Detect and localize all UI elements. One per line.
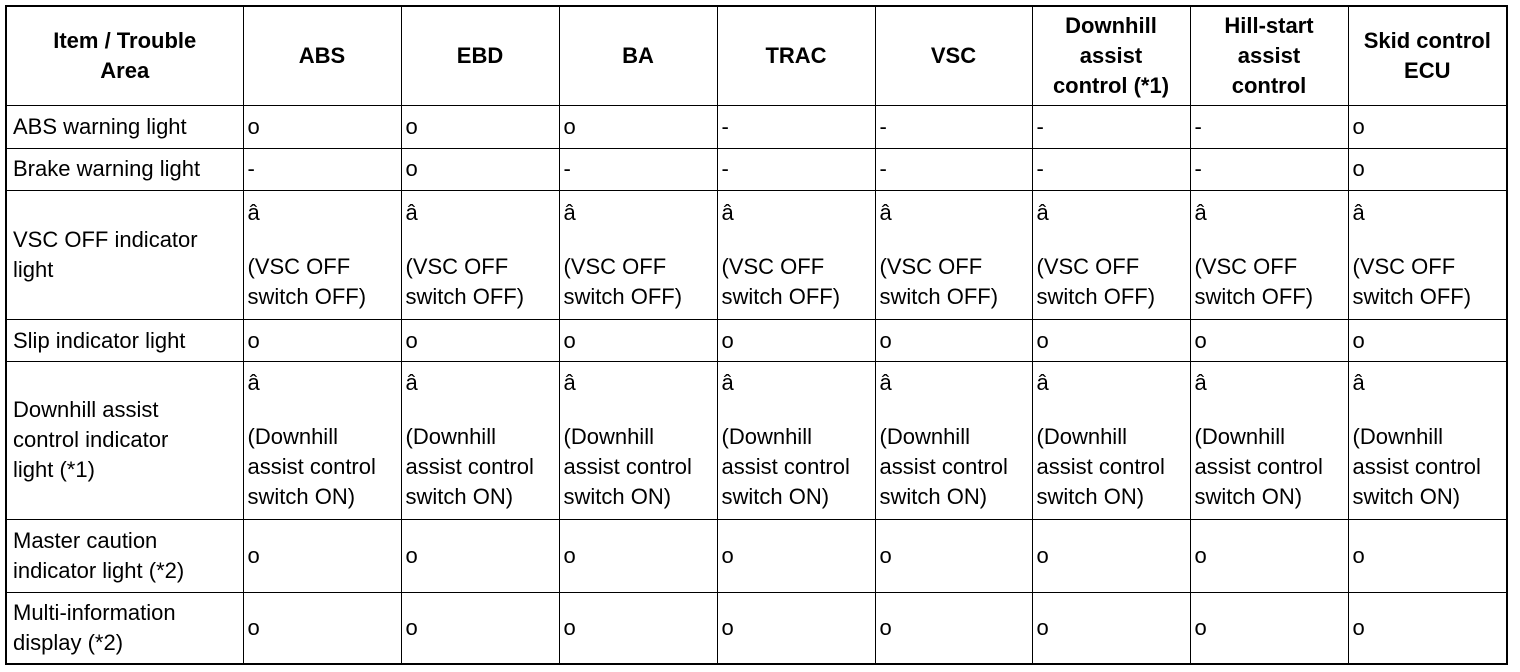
table-cell: o xyxy=(401,106,559,148)
table-cell: o xyxy=(243,320,401,361)
table-cell: - xyxy=(1190,106,1348,148)
table-cell: o xyxy=(717,520,875,593)
table-cell: â (Downhill assist control switch ON) xyxy=(559,361,717,519)
header-ebd: EBD xyxy=(401,6,559,106)
table-cell: o xyxy=(243,106,401,148)
table-cell: â (Downhill assist control switch ON) xyxy=(717,361,875,519)
row-label-brake-warning-light: Brake warning light xyxy=(6,148,243,190)
header-abs: ABS xyxy=(243,6,401,106)
table-cell: o xyxy=(1348,106,1507,148)
header-ba: BA xyxy=(559,6,717,106)
table-cell: o xyxy=(559,106,717,148)
table-cell: - xyxy=(243,148,401,190)
table-cell: o xyxy=(875,592,1032,664)
row-label-abs-warning-light: ABS warning light xyxy=(6,106,243,148)
table-row xyxy=(6,148,1507,190)
table-cell: - xyxy=(1032,106,1190,148)
table-cell: o xyxy=(243,592,401,664)
row-label-slip-indicator-light: Slip indicator light xyxy=(6,320,243,361)
header-trac: TRAC xyxy=(717,6,875,106)
trouble-area-table xyxy=(5,5,1508,665)
table-row xyxy=(6,520,1507,593)
table-cell: o xyxy=(1032,320,1190,361)
table-cell: â (Downhill assist control switch ON) xyxy=(1190,361,1348,519)
table-cell: â (VSC OFF switch OFF) xyxy=(1190,191,1348,320)
row-label-master-caution-indicator-light: Master caution indicator light (*2) xyxy=(6,520,243,593)
table-cell: â (Downhill assist control switch ON) xyxy=(243,361,401,519)
table-cell: - xyxy=(875,106,1032,148)
header-row xyxy=(6,6,1507,106)
table-cell: o xyxy=(559,592,717,664)
table-cell: o xyxy=(717,320,875,361)
header-downhill-assist-control: Downhill assist control (*1) xyxy=(1032,6,1190,106)
header-item-trouble-area: Item / Trouble Area xyxy=(6,6,243,106)
table-row xyxy=(6,592,1507,664)
table-cell: o xyxy=(243,520,401,593)
table-cell: o xyxy=(1348,592,1507,664)
table-cell: - xyxy=(875,148,1032,190)
table-cell: o xyxy=(559,320,717,361)
table-cell: o xyxy=(1190,520,1348,593)
table-cell: o xyxy=(875,520,1032,593)
table-cell: â (Downhill assist control switch ON) xyxy=(401,361,559,519)
table-cell: o xyxy=(717,592,875,664)
table-cell: â (VSC OFF switch OFF) xyxy=(243,191,401,320)
table-cell: o xyxy=(1032,592,1190,664)
table-row xyxy=(6,320,1507,361)
table-cell: o xyxy=(1190,320,1348,361)
row-label-multi-information-display: Multi-information display (*2) xyxy=(6,592,243,664)
table-cell: â (Downhill assist control switch ON) xyxy=(1348,361,1507,519)
row-label-downhill-assist-control-indicator-light: Downhill assist control indicator light (*1) xyxy=(6,361,243,519)
table-cell: â (Downhill assist control switch ON) xyxy=(1032,361,1190,519)
table-cell: o xyxy=(401,592,559,664)
row-label-vsc-off-indicator-light: VSC OFF indicator light xyxy=(6,191,243,320)
table-cell: â (VSC OFF switch OFF) xyxy=(1348,191,1507,320)
header-hill-start-assist-control: Hill-start assist control xyxy=(1190,6,1348,106)
table-cell: o xyxy=(401,320,559,361)
table-cell: o xyxy=(1348,520,1507,593)
header-vsc: VSC xyxy=(875,6,1032,106)
table-cell: â (VSC OFF switch OFF) xyxy=(717,191,875,320)
table-cell: o xyxy=(559,520,717,593)
table-cell: - xyxy=(559,148,717,190)
table-cell: â (VSC OFF switch OFF) xyxy=(1032,191,1190,320)
table-cell: o xyxy=(1032,520,1190,593)
header-skid-control-ecu: Skid control ECU xyxy=(1348,6,1507,106)
table-cell: o xyxy=(875,320,1032,361)
table-cell: o xyxy=(1348,148,1507,190)
table-row xyxy=(6,361,1507,519)
table-cell: o xyxy=(1348,320,1507,361)
table-cell: - xyxy=(1190,148,1348,190)
table-cell: o xyxy=(401,520,559,593)
table-cell: o xyxy=(401,148,559,190)
table-cell: â (VSC OFF switch OFF) xyxy=(401,191,559,320)
table-cell: o xyxy=(1190,592,1348,664)
table-cell: - xyxy=(717,148,875,190)
table-cell: â (VSC OFF switch OFF) xyxy=(559,191,717,320)
table-row xyxy=(6,106,1507,148)
table-cell: - xyxy=(1032,148,1190,190)
table-row xyxy=(6,191,1507,320)
table-cell: - xyxy=(717,106,875,148)
table-cell: â (VSC OFF switch OFF) xyxy=(875,191,1032,320)
table-cell: â (Downhill assist control switch ON) xyxy=(875,361,1032,519)
